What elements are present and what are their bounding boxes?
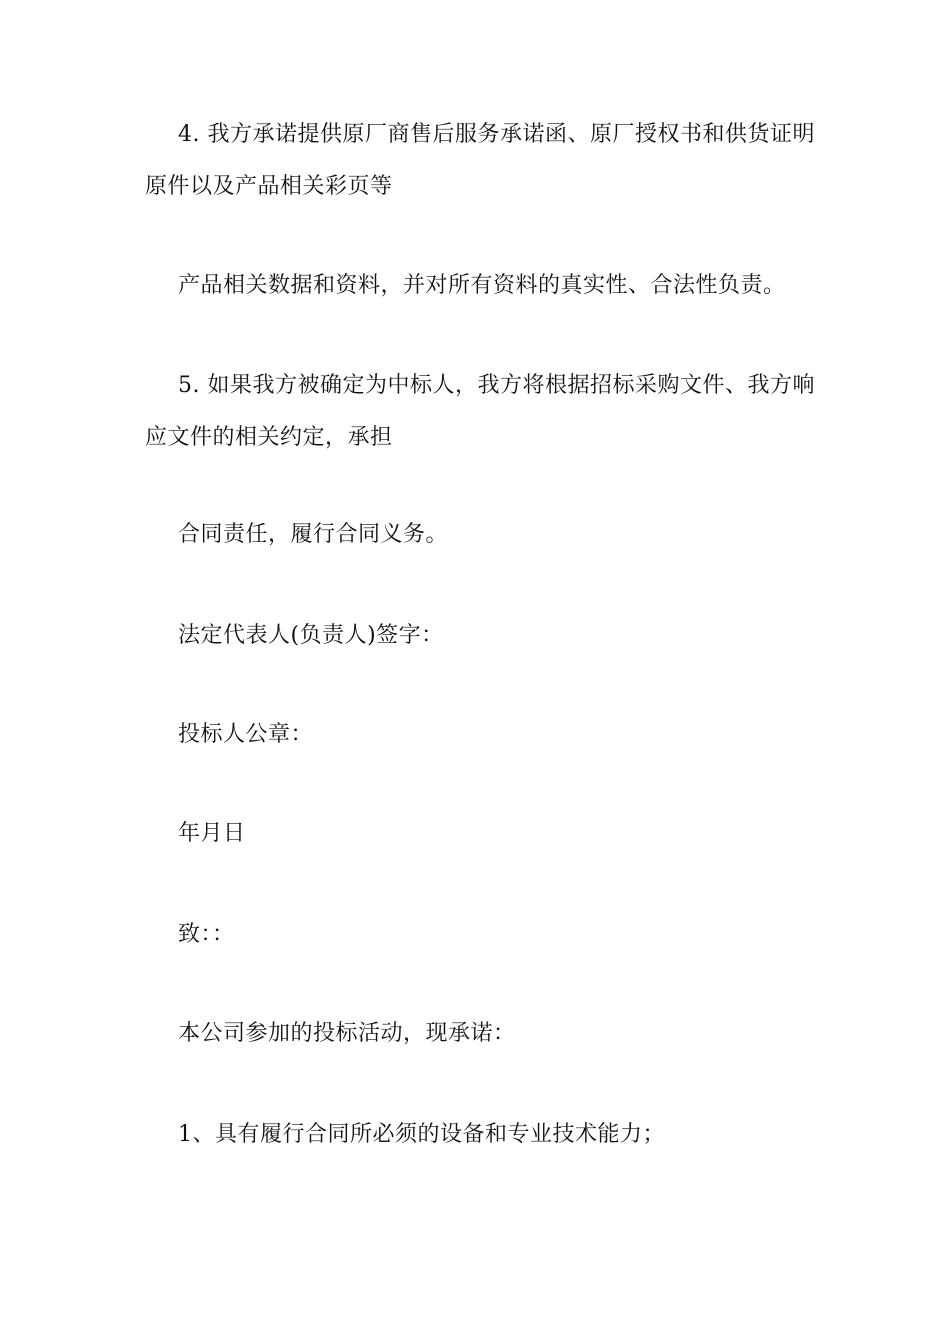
item-5-line-3: 合同责任，履行合同义务。	[178, 522, 449, 547]
item-5-line-1: 5. 如果我方被确定为中标人，我方将根据招标采购文件、我方响	[178, 373, 815, 398]
date-label: 年月日	[178, 821, 246, 846]
item-4-line-1: 4. 我方承诺提供原厂商售后服务承诺函、原厂授权书和供货证明	[178, 122, 815, 147]
item-4-line-3: 产品相关数据和资料，并对所有资料的真实性、合法性负责。	[178, 273, 786, 298]
letter-addressee: 致：：	[178, 922, 235, 947]
legal-representative-signature-label: 法定代表人(负责人)签字：	[178, 623, 444, 648]
item-4-line-2: 原件以及产品相关彩页等	[145, 174, 393, 199]
letter-intro: 本公司参加的投标活动，现承诺：	[178, 1021, 516, 1046]
bidder-seal-label: 投标人公章：	[178, 722, 314, 747]
commitment-point-1: 1、具有履行合同所必须的设备和专业技术能力；	[178, 1122, 665, 1147]
item-5-line-2: 应文件的相关约定，承担	[145, 425, 393, 450]
